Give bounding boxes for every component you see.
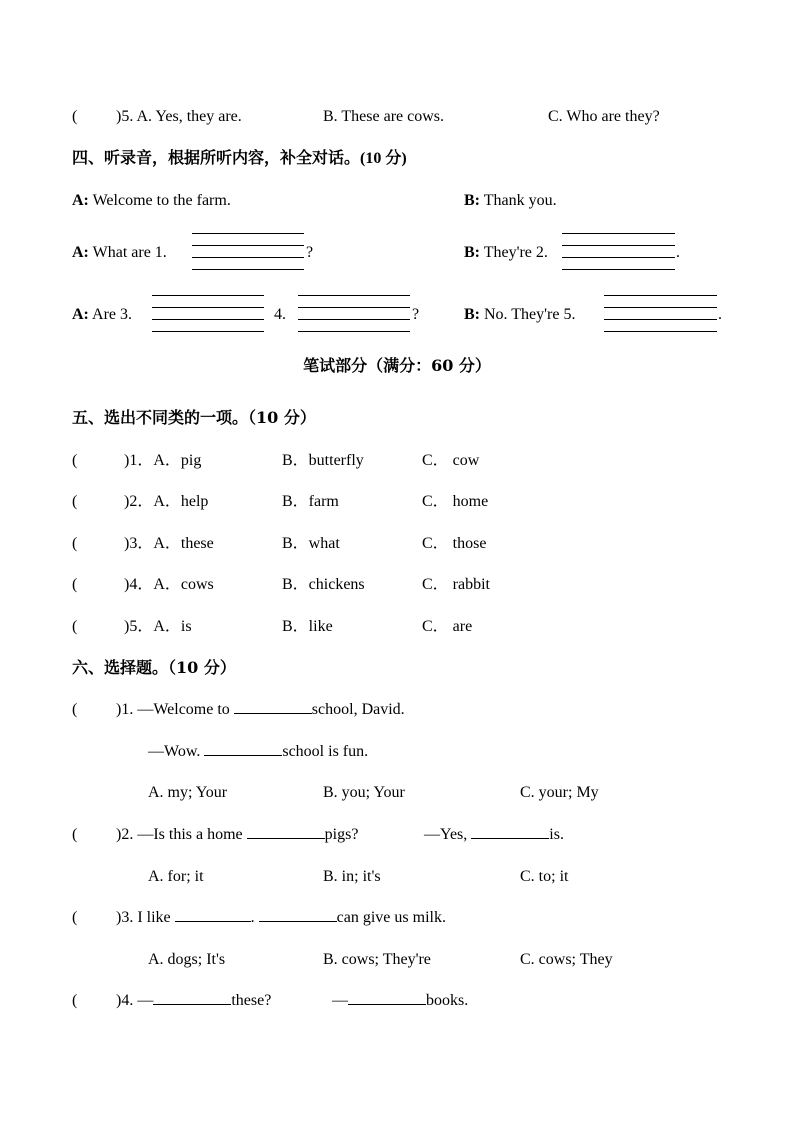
answer-blank-2-line-1[interactable] xyxy=(562,233,675,234)
section4-score: (10 分) xyxy=(360,150,407,167)
speaker-b: B: xyxy=(464,244,480,261)
question-2-stem xyxy=(116,827,358,843)
speaker-a: A: xyxy=(72,192,89,209)
answer-blank-5-line-2[interactable] xyxy=(604,307,717,308)
stem-text: )2. —Is this a home xyxy=(116,826,247,843)
option-b: B. cows; They're xyxy=(323,951,431,968)
item-option-a: )1．A．pig xyxy=(124,452,202,469)
period: . xyxy=(676,244,680,261)
dialog-line2-a xyxy=(72,245,167,261)
fill-blank[interactable] xyxy=(471,837,549,839)
answer-blank-4-line-1[interactable] xyxy=(298,295,410,296)
answer-paren[interactable]: ( xyxy=(72,618,78,635)
dialog-line1-a xyxy=(72,193,231,209)
answer-blank-5-line-3[interactable] xyxy=(604,319,717,320)
fill-blank[interactable] xyxy=(175,920,251,922)
answer-blank-3-line-1[interactable] xyxy=(152,295,264,296)
answer-blank-1-line-2[interactable] xyxy=(192,245,304,246)
answer-blank-5-line-1[interactable] xyxy=(604,295,717,296)
dialog-line1-b xyxy=(464,193,557,209)
q5-option-c: C. Who are they? xyxy=(548,108,660,125)
written-part-heading: 笔试部分（满分：60 分） xyxy=(303,356,491,375)
option-c: C. your; My xyxy=(520,784,599,801)
answer-paren[interactable]: ( xyxy=(72,452,78,469)
stem-text: )3. I like xyxy=(116,909,175,926)
speaker-b: B: xyxy=(464,192,480,209)
stem-text: these? xyxy=(231,992,272,1009)
stem-text: school, David. xyxy=(311,701,405,718)
stem-text: —Wow. xyxy=(148,743,205,760)
q5-paren: ( xyxy=(72,108,78,125)
answer-paren[interactable]: ( xyxy=(72,535,78,552)
dialog-line3-b xyxy=(464,307,575,323)
item-option-a: )3．A．these xyxy=(124,535,214,552)
item-option-c: C． those xyxy=(422,535,487,552)
dialog-text: No. They're 5. xyxy=(484,306,576,323)
section6-title: 六、选择题。（10 分） xyxy=(72,658,236,677)
question-1-stem xyxy=(116,702,405,718)
answer-paren[interactable]: ( xyxy=(72,701,78,718)
fill-blank[interactable] xyxy=(348,1003,426,1005)
question-mark: ? xyxy=(412,306,420,323)
answer-blank-4-line-2[interactable] xyxy=(298,307,410,308)
item-option-c: C． are xyxy=(422,618,473,635)
item-option-b: B．like xyxy=(282,618,333,635)
stem-text: books. xyxy=(426,992,469,1009)
item-option-c: C． home xyxy=(422,493,489,510)
stem-text: —Yes, xyxy=(424,826,472,843)
answer-blank-1-line-1[interactable] xyxy=(192,233,304,234)
answer-blank-4-line-3[interactable] xyxy=(298,319,410,320)
dialog-line2-b xyxy=(464,245,548,261)
stem-text: — xyxy=(332,992,348,1009)
item-option-a: )4．A．cows xyxy=(124,576,214,593)
answer-blank-3-line-4[interactable] xyxy=(152,331,264,332)
stem-text: can give us milk. xyxy=(336,909,446,926)
answer-blank-5-line-4[interactable] xyxy=(604,331,717,332)
option-a: A. for; it xyxy=(148,868,204,885)
answer-paren[interactable]: ( xyxy=(72,992,78,1009)
option-b: B. you; Your xyxy=(323,784,405,801)
speaker-a: A: xyxy=(72,306,89,323)
answer-blank-1-line-4[interactable] xyxy=(192,269,304,270)
fill-blank[interactable] xyxy=(153,1003,231,1005)
fill-blank[interactable] xyxy=(234,712,312,714)
option-a: A. dogs; It's xyxy=(148,951,226,968)
option-c: C. to; it xyxy=(520,868,569,885)
fill-blank[interactable] xyxy=(259,920,337,922)
item-option-a: )2．A．help xyxy=(124,493,209,510)
dialog-line3-a xyxy=(72,307,132,323)
fill-blank[interactable] xyxy=(247,837,325,839)
answer-paren[interactable]: ( xyxy=(72,909,78,926)
stem-text: )4. — xyxy=(116,992,154,1009)
answer-blank-4-line-4[interactable] xyxy=(298,331,410,332)
question-2-reply xyxy=(424,827,564,843)
answer-blank-2-line-2[interactable] xyxy=(562,245,675,246)
blank-number-4: 4. xyxy=(274,306,286,323)
question-1-line2 xyxy=(148,744,368,760)
item-option-b: B．farm xyxy=(282,493,339,510)
period: . xyxy=(718,306,722,323)
q5-option-b: B. These are cows. xyxy=(323,108,444,125)
stem-text: pigs? xyxy=(324,826,359,843)
dialog-text: Thank you. xyxy=(483,192,557,209)
stem-text: . xyxy=(250,909,259,926)
answer-blank-3-line-3[interactable] xyxy=(152,319,264,320)
answer-paren[interactable]: ( xyxy=(72,826,78,843)
option-a: A. my; Your xyxy=(148,784,228,801)
answer-blank-2-line-3[interactable] xyxy=(562,257,675,258)
dialog-text: What are 1. xyxy=(92,244,167,261)
dialog-text: Are 3. xyxy=(92,306,132,323)
option-c: C. cows; They xyxy=(520,951,613,968)
question-mark: ? xyxy=(306,244,314,261)
answer-blank-3-line-2[interactable] xyxy=(152,307,264,308)
item-option-a: )5．A．is xyxy=(124,618,192,635)
section5-title: 五、选出不同类的一项。（10 分） xyxy=(72,408,316,427)
section4-title: 四、听录音，根据所听内容，补全对话。 xyxy=(72,148,361,167)
stem-text: is. xyxy=(549,826,564,843)
question-4-reply xyxy=(332,993,468,1009)
q5-stem: )5. A. Yes, they are. xyxy=(116,108,242,125)
fill-blank[interactable] xyxy=(204,754,282,756)
stem-text: school is fun. xyxy=(282,743,369,760)
speaker-a: A: xyxy=(72,244,89,261)
answer-paren[interactable]: ( xyxy=(72,493,78,510)
option-b: B. in; it's xyxy=(323,868,381,885)
answer-blank-2-line-4[interactable] xyxy=(562,269,675,270)
item-option-b: B．chickens xyxy=(282,576,365,593)
stem-text: )1. —Welcome to xyxy=(116,701,234,718)
answer-blank-1-line-3[interactable] xyxy=(192,257,304,258)
question-4-stem xyxy=(116,993,271,1009)
answer-paren[interactable]: ( xyxy=(72,576,78,593)
dialog-text: Welcome to the farm. xyxy=(92,192,231,209)
item-option-b: B．what xyxy=(282,535,340,552)
dialog-text: They're 2. xyxy=(483,244,548,261)
item-option-c: C． cow xyxy=(422,452,480,469)
item-option-c: C． rabbit xyxy=(422,576,490,593)
item-option-b: B．butterfly xyxy=(282,452,364,469)
speaker-b: B: xyxy=(464,306,480,323)
question-3-stem xyxy=(116,910,446,926)
section4-heading xyxy=(72,150,407,167)
